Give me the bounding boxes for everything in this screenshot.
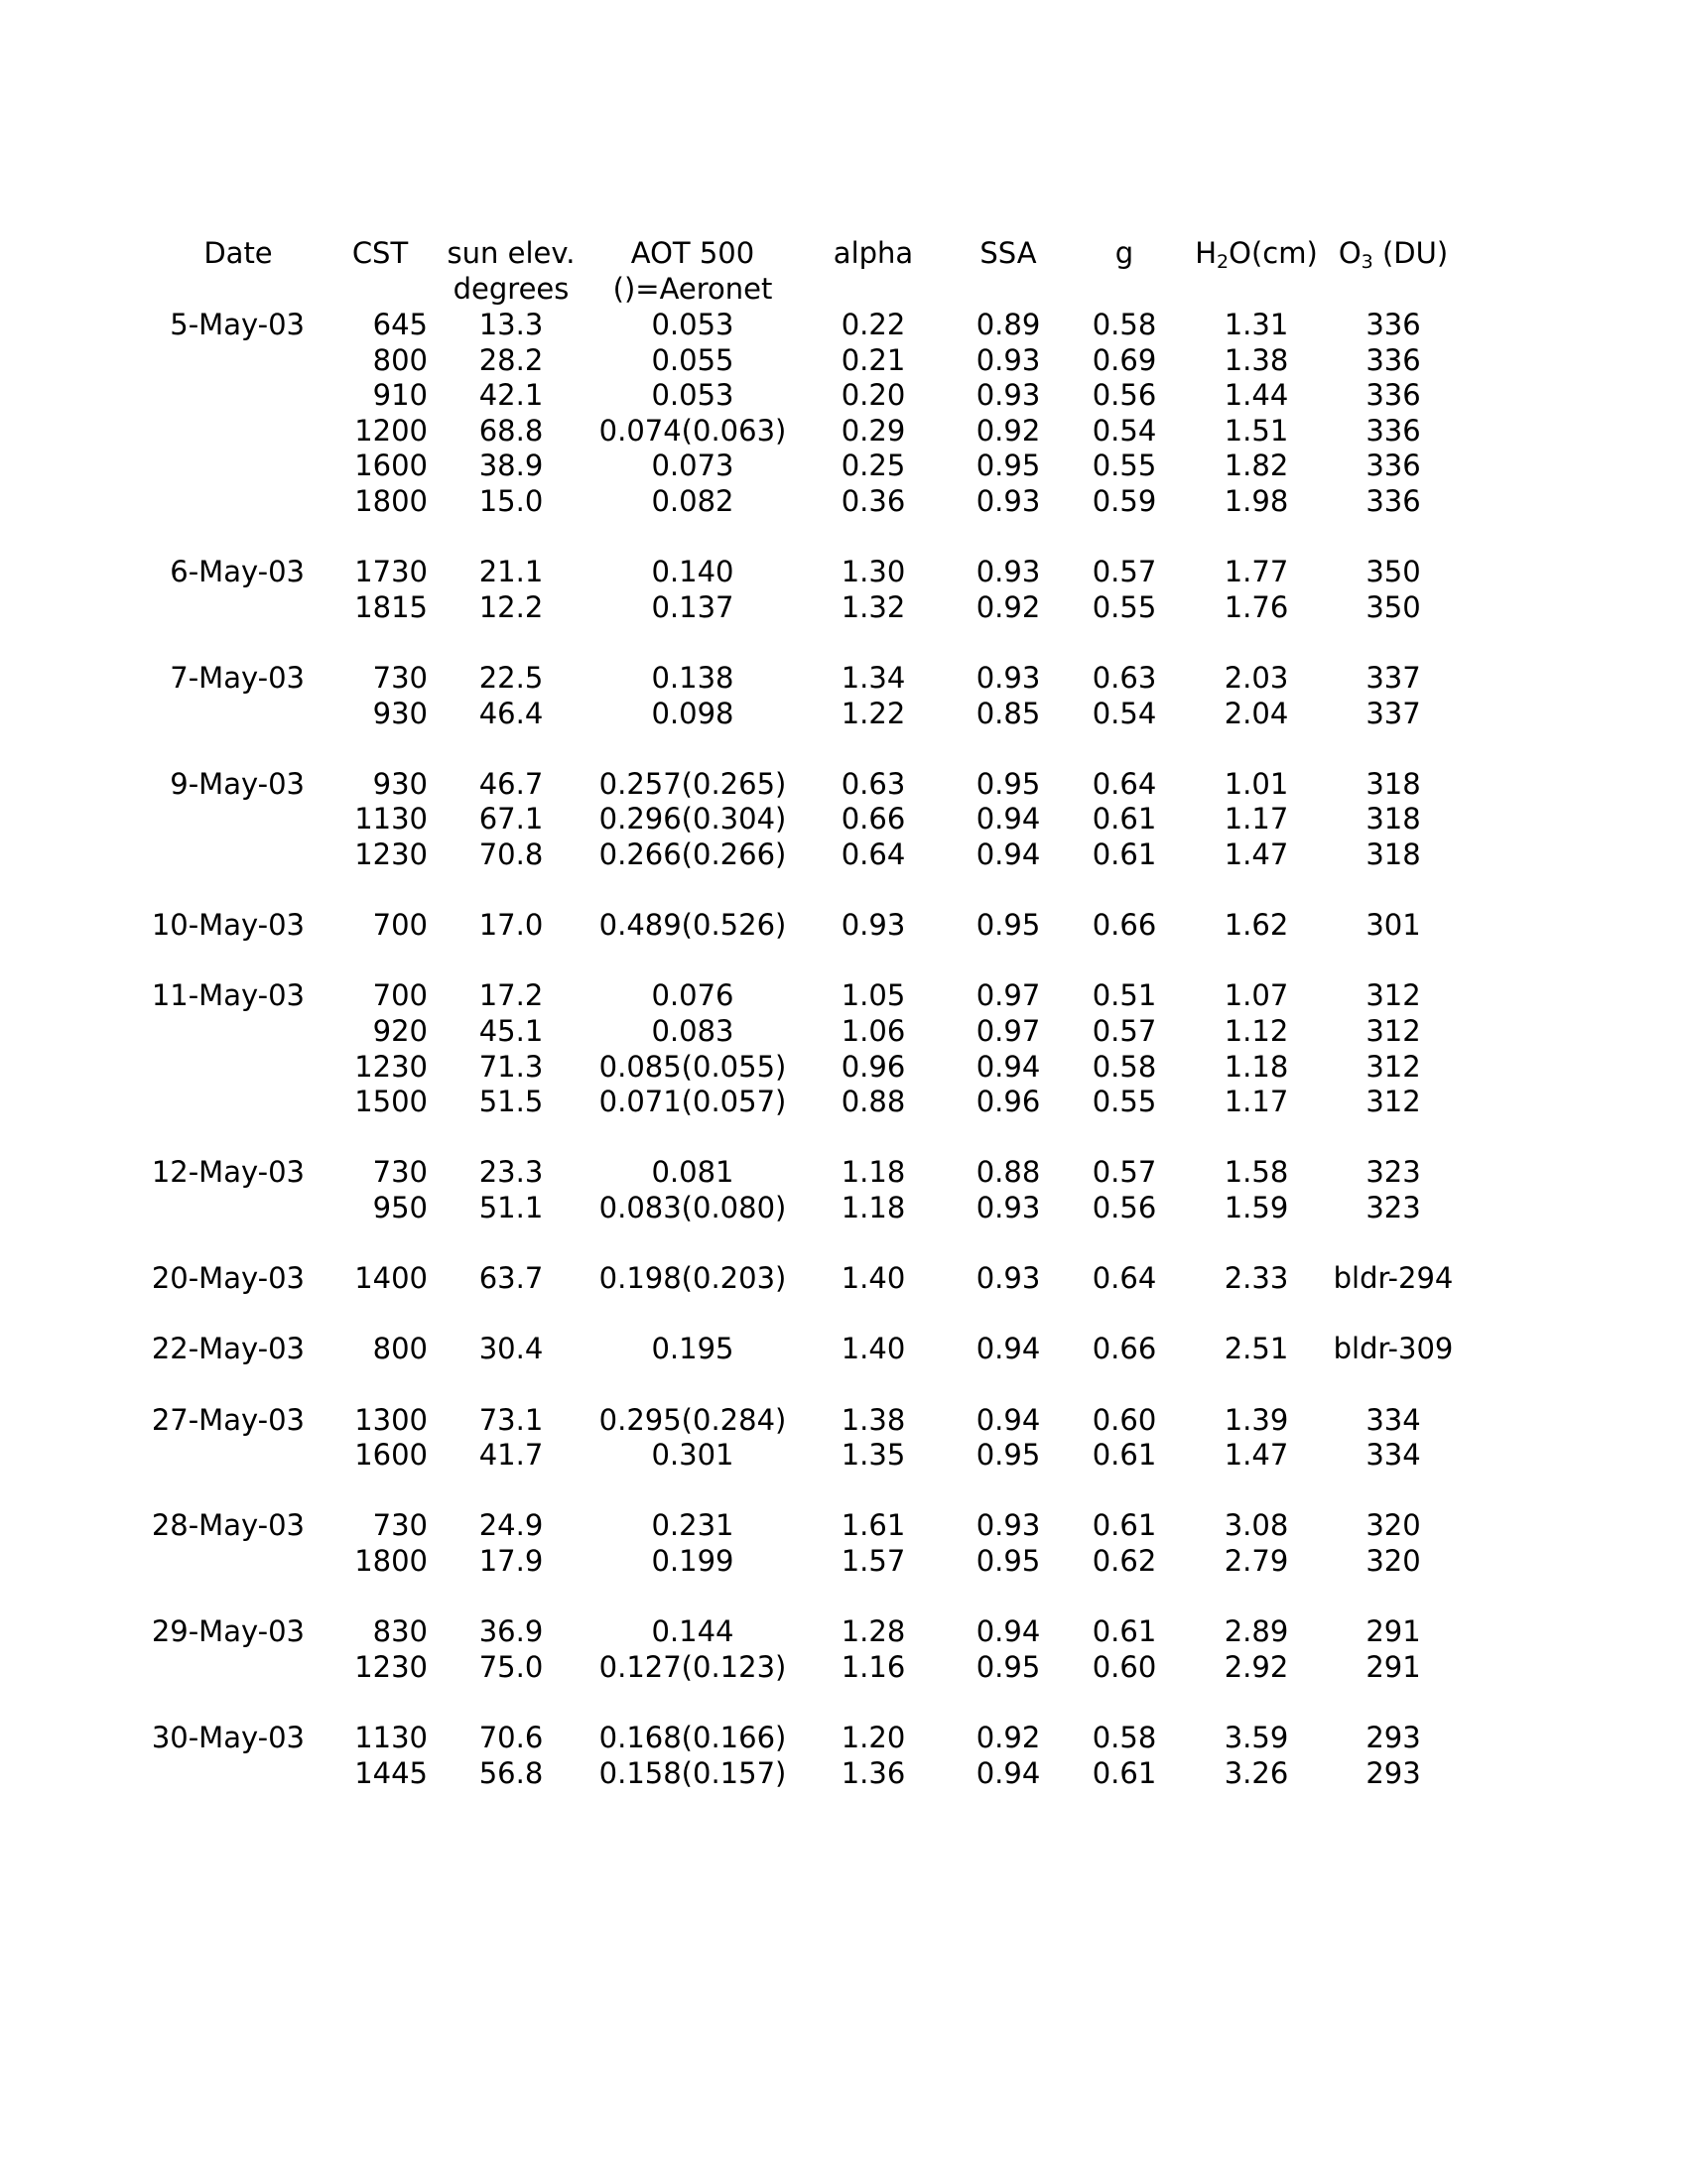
sun-elev-cell: 70.8 <box>478 837 544 871</box>
o3-cell: 336 <box>1365 413 1421 448</box>
g-cell: 0.64 <box>1092 1261 1157 1296</box>
date-cell: 27-May-03 <box>151 1402 305 1437</box>
o3-cell: bldr-294 <box>1333 1261 1454 1296</box>
aot-cell: 0.073 <box>651 449 734 483</box>
alpha-cell: 0.21 <box>841 342 906 377</box>
date-cell: 29-May-03 <box>151 1614 305 1649</box>
table-row <box>0 589 1688 625</box>
cst-cell: 700 <box>372 908 428 943</box>
sun-elev-cell: 13.3 <box>478 308 544 341</box>
h2o-cell: 1.62 <box>1224 908 1289 943</box>
o3-cell: 336 <box>1365 342 1421 377</box>
table-row <box>0 1649 1688 1685</box>
alpha-cell: 1.40 <box>841 1261 906 1296</box>
header-aot-note: ()=Aeronet <box>612 272 773 306</box>
cst-cell: 730 <box>372 1155 428 1190</box>
h2o-cell: 1.47 <box>1224 1438 1289 1473</box>
ssa-cell: 0.94 <box>975 1332 1041 1366</box>
cst-cell: 1815 <box>354 589 428 624</box>
table-row <box>0 1084 1688 1119</box>
g-cell: 0.58 <box>1092 308 1157 341</box>
aot-cell: 0.081 <box>651 1155 734 1190</box>
alpha-cell: 1.20 <box>841 1721 906 1754</box>
sun-elev-cell: 28.2 <box>478 342 544 377</box>
sun-elev-cell: 75.0 <box>478 1649 544 1684</box>
date-cell: 9-May-03 <box>170 766 305 801</box>
cst-cell: 800 <box>372 342 428 377</box>
h2o-cell: 2.92 <box>1224 1649 1289 1684</box>
aot-cell: 0.140 <box>651 555 734 589</box>
header-row-2 <box>0 271 1688 307</box>
o3-cell: 350 <box>1365 555 1421 589</box>
aot-cell: 0.168(0.166) <box>598 1721 787 1754</box>
o3-cell: 336 <box>1365 449 1421 483</box>
alpha-cell: 0.63 <box>841 766 906 801</box>
g-cell: 0.58 <box>1092 1721 1157 1754</box>
date-cell: 11-May-03 <box>151 978 305 1013</box>
sun-elev-cell: 41.7 <box>478 1438 544 1473</box>
header-date: Date <box>203 236 273 270</box>
alpha-cell: 1.36 <box>841 1755 906 1790</box>
cst-cell: 910 <box>372 378 428 413</box>
h2o-cell: 1.76 <box>1224 589 1289 624</box>
alpha-cell: 1.28 <box>841 1614 906 1649</box>
h2o-cell: 1.38 <box>1224 342 1289 377</box>
g-cell: 0.54 <box>1092 696 1157 730</box>
o3-cell: 320 <box>1365 1508 1421 1543</box>
alpha-cell: 1.22 <box>841 696 906 730</box>
date-cell: 30-May-03 <box>151 1721 305 1754</box>
alpha-cell: 0.22 <box>841 308 906 341</box>
ssa-cell: 0.93 <box>975 1261 1041 1296</box>
aot-cell: 0.053 <box>651 308 734 341</box>
alpha-cell: 1.40 <box>841 1332 906 1366</box>
ssa-cell: 0.97 <box>975 1014 1041 1048</box>
aot-cell: 0.296(0.304) <box>598 802 787 836</box>
g-cell: 0.64 <box>1092 766 1157 801</box>
aot-cell: 0.158(0.157) <box>598 1755 787 1790</box>
cst-cell: 1130 <box>354 1721 428 1754</box>
aot-cell: 0.071(0.057) <box>598 1085 787 1119</box>
ssa-cell: 0.94 <box>975 1402 1041 1437</box>
aot-cell: 0.053 <box>651 378 734 413</box>
alpha-cell: 1.32 <box>841 589 906 624</box>
h2o-cell: 1.47 <box>1224 837 1289 871</box>
date-cell: 10-May-03 <box>151 908 305 943</box>
cst-cell: 830 <box>372 1614 428 1649</box>
table-row <box>0 801 1688 836</box>
table-row <box>0 1755 1688 1791</box>
o3-cell: 312 <box>1365 978 1421 1013</box>
g-cell: 0.55 <box>1092 589 1157 624</box>
g-cell: 0.61 <box>1092 837 1157 871</box>
o3-cell: 312 <box>1365 1014 1421 1048</box>
aot-cell: 0.085(0.055) <box>598 1049 787 1084</box>
cst-cell: 1600 <box>354 1438 428 1473</box>
g-cell: 0.66 <box>1092 1332 1157 1366</box>
aot-cell: 0.127(0.123) <box>598 1649 787 1684</box>
g-cell: 0.66 <box>1092 908 1157 943</box>
g-cell: 0.60 <box>1092 1402 1157 1437</box>
g-cell: 0.63 <box>1092 661 1157 695</box>
ssa-cell: 0.89 <box>975 308 1041 341</box>
ssa-cell: 0.93 <box>975 484 1041 518</box>
table-row <box>0 696 1688 731</box>
sun-elev-cell: 17.9 <box>478 1544 544 1578</box>
cst-cell: 1445 <box>354 1755 428 1790</box>
sun-elev-cell: 12.2 <box>478 589 544 624</box>
h2o-cell: 1.17 <box>1224 1085 1289 1119</box>
table-row <box>0 1190 1688 1225</box>
h2o-cell: 3.26 <box>1224 1755 1289 1790</box>
header-row <box>0 235 1688 271</box>
table-row <box>0 554 1688 589</box>
ssa-cell: 0.94 <box>975 1755 1041 1790</box>
alpha-cell: 0.36 <box>841 484 906 518</box>
sun-elev-cell: 51.5 <box>478 1085 544 1119</box>
alpha-cell: 1.06 <box>841 1014 906 1048</box>
aot-cell: 0.198(0.203) <box>598 1261 787 1296</box>
h2o-cell: 1.59 <box>1224 1191 1289 1224</box>
ssa-cell: 0.96 <box>975 1085 1041 1119</box>
header-cst: CST <box>351 236 409 270</box>
ssa-cell: 0.95 <box>975 1438 1041 1473</box>
header-sun-elev-unit: degrees <box>453 272 570 306</box>
g-cell: 0.55 <box>1092 449 1157 483</box>
cst-cell: 1800 <box>354 1544 428 1578</box>
h2o-cell: 2.79 <box>1224 1544 1289 1578</box>
sun-elev-cell: 17.2 <box>478 978 544 1013</box>
g-cell: 0.61 <box>1092 1755 1157 1790</box>
table-row <box>0 1154 1688 1190</box>
o3-cell: 318 <box>1365 802 1421 836</box>
date-cell: 5-May-03 <box>170 308 305 341</box>
g-cell: 0.54 <box>1092 413 1157 448</box>
o3-cell: 336 <box>1365 484 1421 518</box>
aot-cell: 0.076 <box>651 978 734 1013</box>
h2o-cell: 1.44 <box>1224 378 1289 413</box>
cst-cell: 930 <box>372 766 428 801</box>
o3-cell: 323 <box>1365 1191 1421 1224</box>
date-cell: 28-May-03 <box>151 1508 305 1543</box>
cst-cell: 730 <box>372 661 428 695</box>
table-row <box>0 836 1688 872</box>
g-cell: 0.59 <box>1092 484 1157 518</box>
aot-cell: 0.295(0.284) <box>598 1402 787 1437</box>
alpha-cell: 1.30 <box>841 555 906 589</box>
sun-elev-cell: 38.9 <box>478 449 544 483</box>
cst-cell: 1400 <box>354 1261 428 1296</box>
h2o-cell: 1.07 <box>1224 978 1289 1013</box>
alpha-cell: 1.61 <box>841 1508 906 1543</box>
g-cell: 0.57 <box>1092 1014 1157 1048</box>
o3-cell: 337 <box>1365 661 1421 695</box>
date-cell: 22-May-03 <box>151 1332 305 1366</box>
ssa-cell: 0.93 <box>975 378 1041 413</box>
aot-cell: 0.231 <box>651 1508 734 1543</box>
header-o3: $O_3$ (DU) <box>1338 236 1449 273</box>
date-cell: 6-May-03 <box>170 555 305 589</box>
alpha-cell: 1.57 <box>841 1544 906 1578</box>
table-row <box>0 1543 1688 1579</box>
cst-cell: 1300 <box>354 1402 428 1437</box>
sun-elev-cell: 67.1 <box>478 802 544 836</box>
h2o-cell: 1.77 <box>1224 555 1289 589</box>
ssa-cell: 0.94 <box>975 837 1041 871</box>
g-cell: 0.57 <box>1092 555 1157 589</box>
h2o-cell: 2.03 <box>1224 661 1289 695</box>
ssa-cell: 0.92 <box>975 589 1041 624</box>
h2o-cell: 1.01 <box>1224 766 1289 801</box>
g-cell: 0.62 <box>1092 1544 1157 1578</box>
aot-cell: 0.199 <box>651 1544 734 1578</box>
cst-cell: 1230 <box>354 837 428 871</box>
date-cell: 20-May-03 <box>151 1261 305 1296</box>
table-row <box>0 377 1688 413</box>
ssa-cell: 0.94 <box>975 802 1041 836</box>
aot-cell: 0.489(0.526) <box>598 908 787 943</box>
table-row <box>0 448 1688 483</box>
cst-cell: 645 <box>372 308 428 341</box>
table-row <box>0 977 1688 1013</box>
aot-cell: 0.074(0.063) <box>598 413 787 448</box>
o3-cell: 293 <box>1365 1721 1421 1754</box>
o3-cell: 350 <box>1365 589 1421 624</box>
aot-cell: 0.266(0.266) <box>598 837 787 871</box>
alpha-cell: 0.20 <box>841 378 906 413</box>
cst-cell: 1800 <box>354 484 428 518</box>
o3-cell: 323 <box>1365 1155 1421 1190</box>
table-row <box>0 907 1688 943</box>
table-row <box>0 1260 1688 1296</box>
sun-elev-cell: 24.9 <box>478 1508 544 1543</box>
alpha-cell: 0.93 <box>841 908 906 943</box>
cst-cell: 1230 <box>354 1049 428 1084</box>
ssa-cell: 0.94 <box>975 1614 1041 1649</box>
sun-elev-cell: 36.9 <box>478 1614 544 1649</box>
cst-cell: 1200 <box>354 413 428 448</box>
sun-elev-cell: 56.8 <box>478 1755 544 1790</box>
header-h2o: $H_2O(cm)$ <box>1195 236 1318 273</box>
h2o-cell: 3.08 <box>1224 1508 1289 1543</box>
sun-elev-cell: 22.5 <box>478 661 544 695</box>
header-aot: AOT 500 <box>630 236 755 270</box>
h2o-cell: 1.18 <box>1224 1049 1289 1084</box>
o3-cell: bldr-309 <box>1333 1332 1454 1366</box>
ssa-cell: 0.95 <box>975 908 1041 943</box>
ssa-cell: 0.95 <box>975 449 1041 483</box>
sun-elev-cell: 15.0 <box>478 484 544 518</box>
table-row <box>0 342 1688 378</box>
alpha-cell: 1.18 <box>841 1155 906 1190</box>
date-cell: 12-May-03 <box>151 1155 305 1190</box>
alpha-cell: 0.64 <box>841 837 906 871</box>
aot-cell: 0.055 <box>651 342 734 377</box>
o3-cell: 291 <box>1365 1649 1421 1684</box>
sun-elev-cell: 46.4 <box>478 696 544 730</box>
h2o-cell: 1.82 <box>1224 449 1289 483</box>
aot-cell: 0.301 <box>651 1438 734 1473</box>
sun-elev-cell: 42.1 <box>478 378 544 413</box>
sun-elev-cell: 63.7 <box>478 1261 544 1296</box>
h2o-cell: 3.59 <box>1224 1721 1289 1754</box>
ssa-cell: 0.93 <box>975 661 1041 695</box>
cst-cell: 1130 <box>354 802 428 836</box>
o3-cell: 293 <box>1365 1755 1421 1790</box>
aot-cell: 0.098 <box>651 696 734 730</box>
g-cell: 0.56 <box>1092 378 1157 413</box>
table-row <box>0 483 1688 519</box>
alpha-cell: 1.05 <box>841 978 906 1013</box>
sun-elev-cell: 30.4 <box>478 1332 544 1366</box>
alpha-cell: 0.29 <box>841 413 906 448</box>
o3-cell: 291 <box>1365 1614 1421 1649</box>
g-cell: 0.61 <box>1092 1438 1157 1473</box>
h2o-cell: 1.98 <box>1224 484 1289 518</box>
sun-elev-cell: 70.6 <box>478 1721 544 1754</box>
ssa-cell: 0.93 <box>975 1508 1041 1543</box>
cst-cell: 920 <box>372 1014 428 1048</box>
h2o-cell: 2.51 <box>1224 1332 1289 1366</box>
ssa-cell: 0.97 <box>975 978 1041 1013</box>
sun-elev-cell: 51.1 <box>478 1191 544 1224</box>
g-cell: 0.51 <box>1092 978 1157 1013</box>
sun-elev-cell: 73.1 <box>478 1402 544 1437</box>
cst-cell: 700 <box>372 978 428 1013</box>
cst-cell: 1600 <box>354 449 428 483</box>
aot-cell: 0.083 <box>651 1014 734 1048</box>
ssa-cell: 0.85 <box>975 696 1041 730</box>
sun-elev-cell: 71.3 <box>478 1049 544 1084</box>
o3-cell: 334 <box>1365 1402 1421 1437</box>
g-cell: 0.61 <box>1092 1614 1157 1649</box>
aot-cell: 0.083(0.080) <box>598 1191 787 1224</box>
ssa-cell: 0.93 <box>975 555 1041 589</box>
h2o-cell: 1.58 <box>1224 1155 1289 1190</box>
g-cell: 0.61 <box>1092 1508 1157 1543</box>
o3-cell: 312 <box>1365 1049 1421 1084</box>
header-sun-elev: sun elev. <box>447 236 576 270</box>
sun-elev-cell: 23.3 <box>478 1155 544 1190</box>
alpha-cell: 1.16 <box>841 1649 906 1684</box>
date-cell: 7-May-03 <box>170 661 305 695</box>
ssa-cell: 0.95 <box>975 766 1041 801</box>
table-row <box>0 766 1688 802</box>
cst-cell: 930 <box>372 696 428 730</box>
sun-elev-cell: 21.1 <box>478 555 544 589</box>
o3-cell: 312 <box>1365 1085 1421 1119</box>
alpha-cell: 0.25 <box>841 449 906 483</box>
aot-cell: 0.144 <box>651 1614 734 1649</box>
h2o-cell: 1.39 <box>1224 1402 1289 1437</box>
o3-cell: 301 <box>1365 908 1421 943</box>
cst-cell: 730 <box>372 1508 428 1543</box>
g-cell: 0.58 <box>1092 1049 1157 1084</box>
ssa-cell: 0.95 <box>975 1544 1041 1578</box>
g-cell: 0.57 <box>1092 1155 1157 1190</box>
h2o-cell: 1.51 <box>1224 413 1289 448</box>
table-row <box>0 1049 1688 1085</box>
cst-cell: 1730 <box>354 555 428 589</box>
alpha-cell: 1.35 <box>841 1438 906 1473</box>
aot-cell: 0.137 <box>651 589 734 624</box>
h2o-cell: 1.12 <box>1224 1014 1289 1048</box>
alpha-cell: 0.66 <box>841 802 906 836</box>
sun-elev-cell: 68.8 <box>478 413 544 448</box>
alpha-cell: 1.34 <box>841 661 906 695</box>
table-row <box>0 1507 1688 1543</box>
header-ssa: SSA <box>979 236 1037 270</box>
o3-cell: 318 <box>1365 766 1421 801</box>
alpha-cell: 0.96 <box>841 1049 906 1084</box>
h2o-cell: 2.33 <box>1224 1261 1289 1296</box>
table-row <box>0 660 1688 696</box>
ssa-cell: 0.92 <box>975 1721 1041 1754</box>
ssa-cell: 0.95 <box>975 1649 1041 1684</box>
header-g: g <box>1114 236 1134 270</box>
table-row <box>0 1720 1688 1755</box>
alpha-cell: 1.18 <box>841 1191 906 1224</box>
cst-cell: 950 <box>372 1191 428 1224</box>
g-cell: 0.56 <box>1092 1191 1157 1224</box>
header-alpha: alpha <box>833 236 914 270</box>
table-row <box>0 307 1688 342</box>
table-row <box>0 1613 1688 1649</box>
ssa-cell: 0.94 <box>975 1049 1041 1084</box>
table-row <box>0 1331 1688 1366</box>
g-cell: 0.60 <box>1092 1649 1157 1684</box>
ssa-cell: 0.93 <box>975 1191 1041 1224</box>
o3-cell: 336 <box>1365 308 1421 341</box>
o3-cell: 320 <box>1365 1544 1421 1578</box>
o3-cell: 318 <box>1365 837 1421 871</box>
alpha-cell: 0.88 <box>841 1085 906 1119</box>
ssa-cell: 0.88 <box>975 1155 1041 1190</box>
ssa-cell: 0.92 <box>975 413 1041 448</box>
sun-elev-cell: 45.1 <box>478 1014 544 1048</box>
h2o-cell: 1.17 <box>1224 802 1289 836</box>
h2o-cell: 1.31 <box>1224 308 1289 341</box>
alpha-cell: 1.38 <box>841 1402 906 1437</box>
o3-cell: 334 <box>1365 1438 1421 1473</box>
cst-cell: 1500 <box>354 1085 428 1119</box>
table-row <box>0 1013 1688 1049</box>
h2o-cell: 2.04 <box>1224 696 1289 730</box>
sun-elev-cell: 46.7 <box>478 766 544 801</box>
aot-cell: 0.257(0.265) <box>598 766 787 801</box>
aot-cell: 0.195 <box>651 1332 734 1366</box>
table-row <box>0 413 1688 449</box>
sun-elev-cell: 17.0 <box>478 908 544 943</box>
o3-cell: 336 <box>1365 378 1421 413</box>
g-cell: 0.55 <box>1092 1085 1157 1119</box>
h2o-cell: 2.89 <box>1224 1614 1289 1649</box>
table-row <box>0 1402 1688 1438</box>
table-row <box>0 1437 1688 1473</box>
g-cell: 0.61 <box>1092 802 1157 836</box>
g-cell: 0.69 <box>1092 342 1157 377</box>
aot-cell: 0.082 <box>651 484 734 518</box>
cst-cell: 1230 <box>354 1649 428 1684</box>
o3-cell: 337 <box>1365 696 1421 730</box>
ssa-cell: 0.93 <box>975 342 1041 377</box>
cst-cell: 800 <box>372 1332 428 1366</box>
aot-cell: 0.138 <box>651 661 734 695</box>
